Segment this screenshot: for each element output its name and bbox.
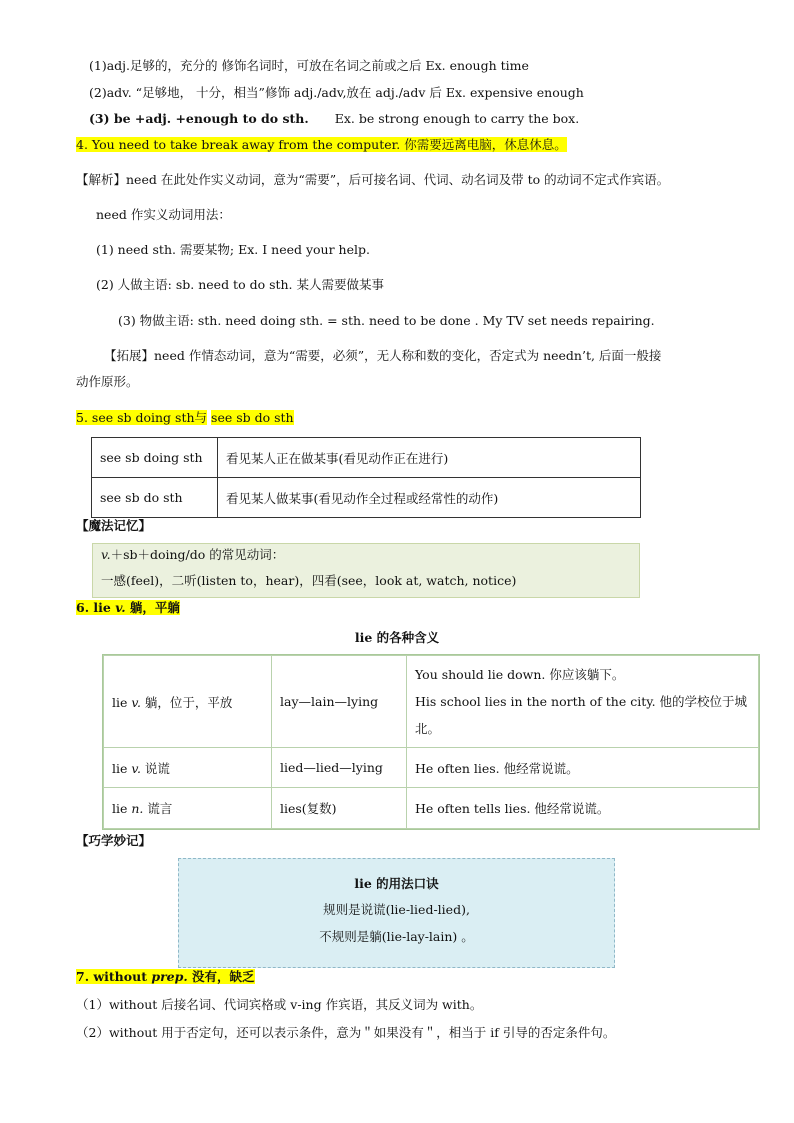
section-7-heading xyxy=(76,969,255,985)
section-7-heading-a: 7. without xyxy=(76,969,152,984)
section-4-heading xyxy=(76,137,567,153)
magic-verb-rest: ＋sb＋doing/do 的常见动词： xyxy=(110,547,285,562)
section-5-heading-b: see sb do sth xyxy=(211,410,294,425)
enough-usage-1: (1)adj.足够的，充分的 修饰名词时，可放在名词之前或之后 Ex. enough time xyxy=(89,58,529,73)
need-extension-2: 动作原形。 xyxy=(76,374,139,389)
trick-line-1: 规则是说谎(lie-lied-lied), xyxy=(323,902,470,917)
table-cell-forms: lies(复数) xyxy=(272,788,407,829)
need-extension-1: 【拓展】need 作情态动词，意为“需要，必须”，无人称和数的变化，否定式为 needn’t, 后面一般接 xyxy=(104,348,662,363)
lie-example-2: His school lies in the north of the city. 他的学校位于城北。 xyxy=(415,694,748,736)
table-cell-forms: lay—lain—lying xyxy=(272,656,407,748)
section-5-heading-mid: 与 xyxy=(194,410,208,425)
trick-line-2: 不规则是躺(lie-lay-lain) 。 xyxy=(319,929,474,944)
need-usage-title: need 作实义动词用法： xyxy=(96,207,231,222)
table-row xyxy=(104,748,759,788)
table-cell-examples: He often tells lies. 他经常说谎。 xyxy=(407,788,759,829)
table-cell-phrase: see sb doing sth xyxy=(92,438,218,478)
table-cell-meaning: 看见某人正在做某事(看见动作正在进行) xyxy=(218,438,641,478)
table-row xyxy=(92,478,641,518)
lie-pos: v. xyxy=(131,760,141,776)
trick-heading: lie 的用法口诀 xyxy=(354,876,439,891)
section-4-analysis: 【解析】need 在此处作实义动词，意为“需要”，后可接名词、代词、动名词及带 to 的动词不定式作宾语。 xyxy=(76,172,670,187)
table-row xyxy=(104,788,759,829)
enough-usage-3 xyxy=(89,111,579,127)
magic-memory-line-2: 一感(feel)，二听(listen to，hear)，四看(see，look at, watch, notice) xyxy=(101,573,517,588)
see-comparison-table xyxy=(91,437,641,518)
without-usage-1: （1）without 后接名词、代词宾格或 v-ing 作宾语，其反义词为 with。 xyxy=(76,997,483,1012)
without-usage-2: （2）without 用于否定句，还可以表示条件，意为＂如果没有＂，相当于 if 引导的否定条件句。 xyxy=(76,1025,616,1040)
need-usage-1: (1) need sth. 需要某物; Ex. I need your help. xyxy=(96,242,370,257)
need-usage-2: (2) 人做主语: sb. need to do sth. 某人需要做某事 xyxy=(96,277,385,292)
clever-memory-box xyxy=(178,858,615,968)
table-cell-examples xyxy=(407,656,759,748)
lie-word: lie xyxy=(112,801,132,816)
section-6-heading-a: 6. lie xyxy=(76,600,116,615)
magic-verb-abbr: v. xyxy=(101,547,111,562)
enough-example: Ex. be strong enough to carry the box. xyxy=(334,111,580,126)
table-row xyxy=(92,438,641,478)
table-cell-meaning: 看见某人做某事(看见动作全过程或经常性的动作) xyxy=(218,478,641,518)
lie-pos: n. xyxy=(131,801,144,816)
table-cell-word xyxy=(104,656,272,748)
table-cell-examples: He often lies. 他经常说谎。 xyxy=(407,748,759,788)
section-7-heading-c: 没有，缺乏 xyxy=(187,969,255,984)
lie-meaning: 说谎 xyxy=(140,760,170,776)
need-usage-3: (3) 物做主语: sth. need doing sth. = sth. need to be done . My TV set needs repairing. xyxy=(118,313,655,328)
enough-structure: (3) be +adj. +enough to do sth. xyxy=(89,111,309,126)
table-row xyxy=(104,656,759,748)
table-cell-word xyxy=(104,748,272,788)
table-cell-word xyxy=(104,788,272,829)
section-5-heading-a: 5. see sb doing sth xyxy=(76,410,195,425)
section-6-heading-b: v. xyxy=(115,600,126,615)
enough-usage-2: (2)adv. “足够地， 十分，相当”修饰 adj./adv,放在 adj./adv 后 Ex. expensive enough xyxy=(89,85,584,100)
lie-table-caption: lie 的各种含义 xyxy=(354,630,440,645)
magic-memory-box xyxy=(92,543,640,598)
table-cell-forms: lied—lied—lying xyxy=(272,748,407,788)
lie-meaning: 躺，位于，平放 xyxy=(140,694,233,710)
lie-word: lie xyxy=(112,694,132,710)
lie-example-1: You should lie down. 你应该躺下。 xyxy=(415,667,625,682)
magic-memory-title: 【魔法记忆】 xyxy=(76,518,152,533)
section-5-heading xyxy=(76,410,294,426)
section-6-heading-c: 躺，平躺 xyxy=(125,600,180,615)
section-7-heading-b: prep. xyxy=(151,969,188,984)
lie-meaning: 谎言 xyxy=(143,801,173,816)
section-4-heading-text: 4. You need to take break away from the computer. 你需要远离电脑，休息休息。 xyxy=(76,137,567,152)
lie-meanings-table xyxy=(103,655,759,829)
lie-pos: v. xyxy=(131,694,141,710)
clever-memory-title: 【巧学妙记】 xyxy=(76,833,152,848)
table-cell-phrase: see sb do sth xyxy=(92,478,218,518)
section-6-heading xyxy=(76,600,180,616)
magic-memory-line-1 xyxy=(101,547,284,563)
lie-word: lie xyxy=(112,760,132,776)
